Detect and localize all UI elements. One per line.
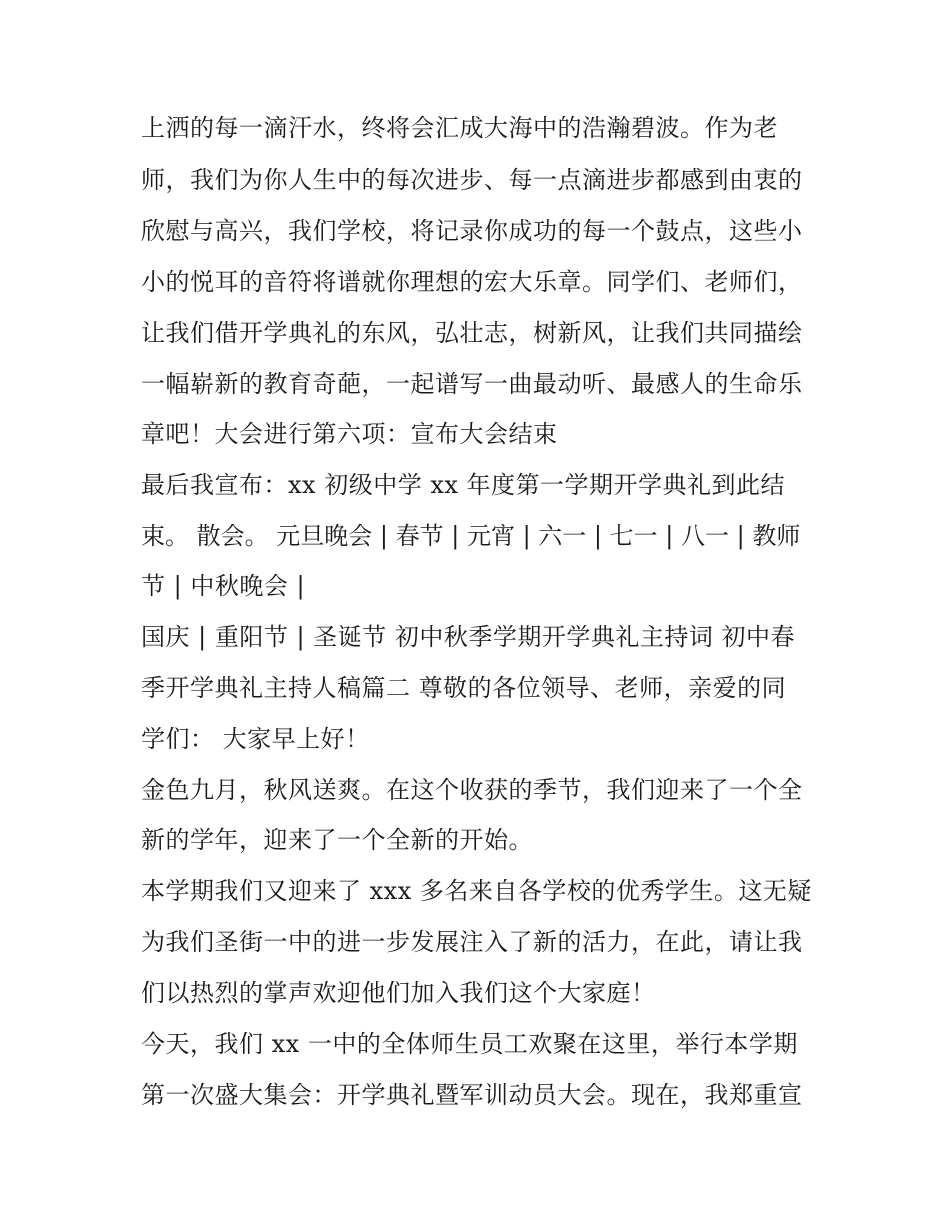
text-line: 为我们圣街一中的进一步发展注入了新的活力，在此，请让我 [141,928,803,956]
text-line: 一幅崭新的教育奇葩，一起谱写一曲最动听、最感人的生命乐 [141,370,803,398]
text-line: 师，我们为你人生中的每次进步、每一点滴进步都感到由衷的 [141,166,803,194]
text-line: 小的悦耳的音符将谱就你理想的宏大乐章。同学们、老师们， [141,268,803,296]
text-line: 欣慰与高兴，我们学校，将记录你成功的每一个鼓点，这些小 [141,217,803,245]
text-line: 第一次盛大集会：开学典礼暨军训动员大会。现在，我郑重宣 [141,1081,803,1109]
text-line: 本学期我们又迎来了 xxx 多名来自各学校的优秀学生。这无疑 [141,877,812,905]
text-line: 新的学年，迎来了一个全新的开始。 [141,826,533,854]
text-line: 节 | 中秋晚会 | [141,572,306,600]
text-line: 上洒的每一滴汗水，终将会汇成大海中的浩瀚碧波。作为老 [141,114,778,142]
text-line: 最后我宣布：xx 初级中学 xx 年度第一学期开学典礼到此结 [141,471,786,499]
text-line: 金色九月，秋风送爽。在这个收获的季节，我们迎来了一个全 [141,776,803,804]
text-line: 束。 散会。 元旦晚会 | 春节 | 元宵 | 六一 | 七一 | 八一 | 教师 [141,522,801,550]
text-line: 们以热烈的掌声欢迎他们加入我们这个大家庭！ [141,979,656,1007]
text-line: 国庆 | 重阳节 | 圣诞节 初中秋季学期开学典礼主持词 初中春 [141,623,795,651]
text-line: 章吧！大会进行第六项：宣布大会结束 [141,420,558,448]
text-line: 今天，我们 xx 一中的全体师生员工欢聚在这里，举行本学期 [141,1030,798,1058]
text-line: 让我们借开学典礼的东风，弘壮志，树新风，让我们共同描绘 [141,319,803,347]
text-line: 季开学典礼主持人稿篇二 尊敬的各位领导、老师，亲爱的同 [141,674,787,702]
text-line: 学们： 大家早上好！ [141,725,370,753]
